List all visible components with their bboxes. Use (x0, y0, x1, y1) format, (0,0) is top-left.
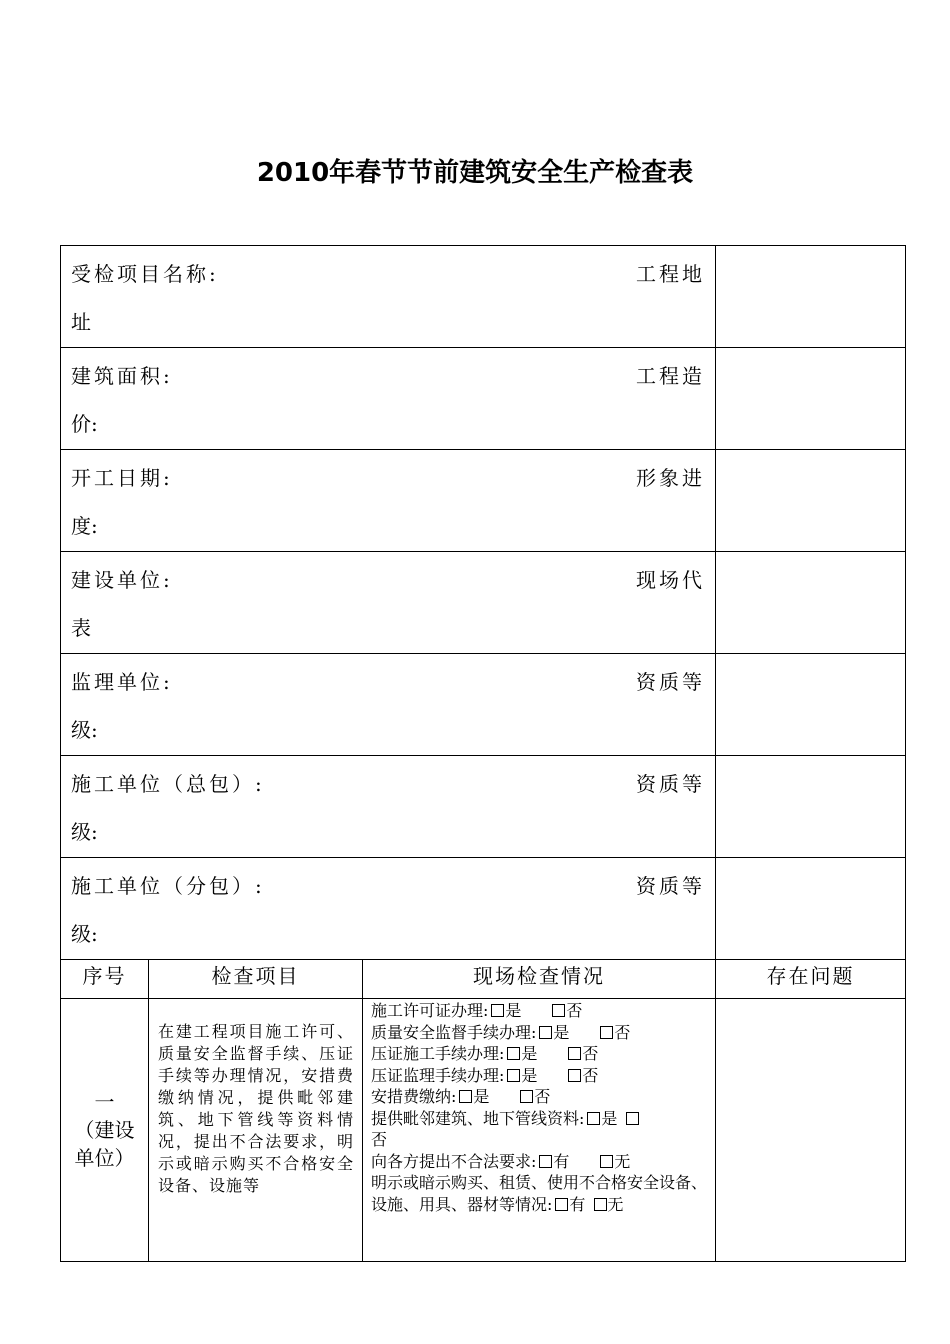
table-row (61, 999, 906, 1262)
project-cost-label-cont: 价: (71, 412, 98, 436)
condition-line (371, 1043, 707, 1065)
site-rep-label-cont: 表 (71, 616, 91, 640)
checkbox-icon[interactable] (555, 1198, 568, 1211)
header-issues: 存在问题 (716, 960, 906, 999)
checkbox-icon[interactable] (552, 1004, 565, 1017)
general-contractor-label: 施工单位（总包）: (71, 772, 265, 796)
info-row-subcontractor (61, 858, 906, 960)
condition-line (371, 1172, 707, 1215)
start-date-label: 开工日期: (71, 466, 173, 490)
condition-text: 压证施工手续办理: (371, 1044, 505, 1063)
seq-label-line-1: （建设 (74, 1118, 135, 1142)
project-name-label: 受检项目名称: (71, 262, 219, 286)
checkbox-icon[interactable] (520, 1090, 533, 1103)
progress-label-cont: 度: (71, 514, 98, 538)
option-label: 是 (505, 1001, 522, 1020)
condition-text: 明示或暗示购买、租赁、使用不合格安全设备、设施、用具、器材等情况: (371, 1173, 708, 1214)
option-label: 否 (614, 1022, 631, 1042)
option-label: 有 (553, 1151, 570, 1171)
condition-text: 提供毗邻建筑、地下管线资料: (371, 1108, 585, 1128)
condition-text: 施工许可证办理: (371, 1001, 489, 1020)
option-label: 是 (473, 1087, 490, 1106)
info-row-start-date (61, 450, 906, 552)
qualification-label-cont: 级: (71, 718, 98, 742)
condition-text: 向各方提出不合法要求: (371, 1151, 537, 1171)
option-label: 是 (521, 1065, 538, 1085)
qualification-label: 资质等 (636, 772, 706, 796)
page-title: 2010年春节节前建筑安全生产检查表 (256, 158, 694, 188)
condition-line (371, 1022, 707, 1044)
subcontractor-qualification-value[interactable] (716, 858, 906, 960)
condition-text: 压证监理手续办理: (371, 1065, 505, 1085)
checkbox-icon[interactable] (507, 1047, 520, 1060)
site-rep-label: 现场代 (636, 568, 706, 592)
condition-text: 质量安全监督手续办理: (371, 1022, 537, 1042)
owner-unit-label: 建设单位: (71, 568, 173, 592)
header-item: 检查项目 (149, 960, 363, 999)
checkbox-icon[interactable] (600, 1026, 613, 1039)
info-row-area (61, 348, 906, 450)
project-cost-label: 工程造 (636, 364, 706, 388)
seq-cell (61, 999, 149, 1262)
supervisor-unit-label: 监理单位: (71, 670, 173, 694)
option-label: 是 (521, 1044, 538, 1063)
table-header-row (61, 960, 906, 999)
qualification-label: 资质等 (636, 670, 706, 694)
header-seq: 序号 (61, 960, 149, 999)
info-row-supervisor (61, 654, 906, 756)
checkbox-icon[interactable] (568, 1069, 581, 1082)
condition-text: 安措费缴纳: (371, 1087, 457, 1106)
info-label-cell (61, 552, 716, 654)
option-label: 否 (371, 1130, 388, 1149)
project-cost-value[interactable] (716, 348, 906, 450)
condition-line (371, 1108, 707, 1151)
condition-line (371, 1000, 707, 1022)
info-label-cell (61, 450, 716, 552)
info-label-cell (61, 858, 716, 960)
info-label-cell (61, 654, 716, 756)
qualification-label-cont: 级: (71, 820, 98, 844)
checkbox-icon[interactable] (600, 1155, 613, 1168)
project-address-value[interactable] (716, 246, 906, 348)
info-label-cell (61, 756, 716, 858)
checkbox-icon[interactable] (626, 1112, 639, 1125)
info-row-project-name (61, 246, 906, 348)
progress-label: 形象进 (636, 466, 706, 490)
issues-cell[interactable] (716, 999, 906, 1262)
condition-line (371, 1065, 707, 1087)
checkbox-icon[interactable] (459, 1090, 472, 1103)
general-contractor-qualification-value[interactable] (716, 756, 906, 858)
option-label: 否 (582, 1065, 599, 1085)
site-rep-value[interactable] (716, 552, 906, 654)
project-address-label: 工程地 (636, 262, 706, 286)
option-label: 是 (601, 1108, 618, 1128)
subcontractor-label: 施工单位（分包）: (71, 874, 265, 898)
checkbox-icon[interactable] (507, 1069, 520, 1082)
qualification-label-cont: 级: (71, 922, 98, 946)
seq-number: 一 (94, 1090, 115, 1114)
info-label-cell (61, 348, 716, 450)
condition-line (371, 1086, 707, 1108)
checkbox-icon[interactable] (539, 1155, 552, 1168)
seq-label-line-2: 单位） (74, 1146, 135, 1170)
info-row-owner (61, 552, 906, 654)
option-label: 无 (607, 1194, 624, 1214)
info-label-cell (61, 246, 716, 348)
check-item-description: 在建工程项目施工许可、质量安全监督手续、压证手续等办理情况，安措费缴纳情况，提供毗邻建筑、地下管线等资料情况，提出不合法要求，明示或暗示购买不合格安全设备、设施等 (149, 999, 363, 1262)
option-label: 有 (569, 1194, 586, 1214)
checkbox-icon[interactable] (539, 1026, 552, 1039)
option-label: 无 (614, 1151, 631, 1171)
supervisor-qualification-value[interactable] (716, 654, 906, 756)
qualification-label: 资质等 (636, 874, 706, 898)
option-label: 否 (534, 1087, 551, 1106)
header-condition: 现场检查情况 (363, 960, 716, 999)
building-area-label: 建筑面积: (71, 364, 173, 388)
condition-line (371, 1151, 707, 1173)
checkbox-icon[interactable] (491, 1004, 504, 1017)
checkbox-icon[interactable] (587, 1112, 600, 1125)
option-label: 否 (566, 1001, 583, 1020)
condition-cell (363, 999, 716, 1262)
option-label: 否 (582, 1044, 599, 1063)
checkbox-icon[interactable] (568, 1047, 581, 1060)
checkbox-icon[interactable] (594, 1198, 607, 1211)
info-row-general-contractor (61, 756, 906, 858)
progress-value[interactable] (716, 450, 906, 552)
inspection-table (60, 245, 906, 1262)
option-label: 是 (553, 1022, 570, 1042)
project-address-label-cont: 址 (71, 310, 91, 334)
